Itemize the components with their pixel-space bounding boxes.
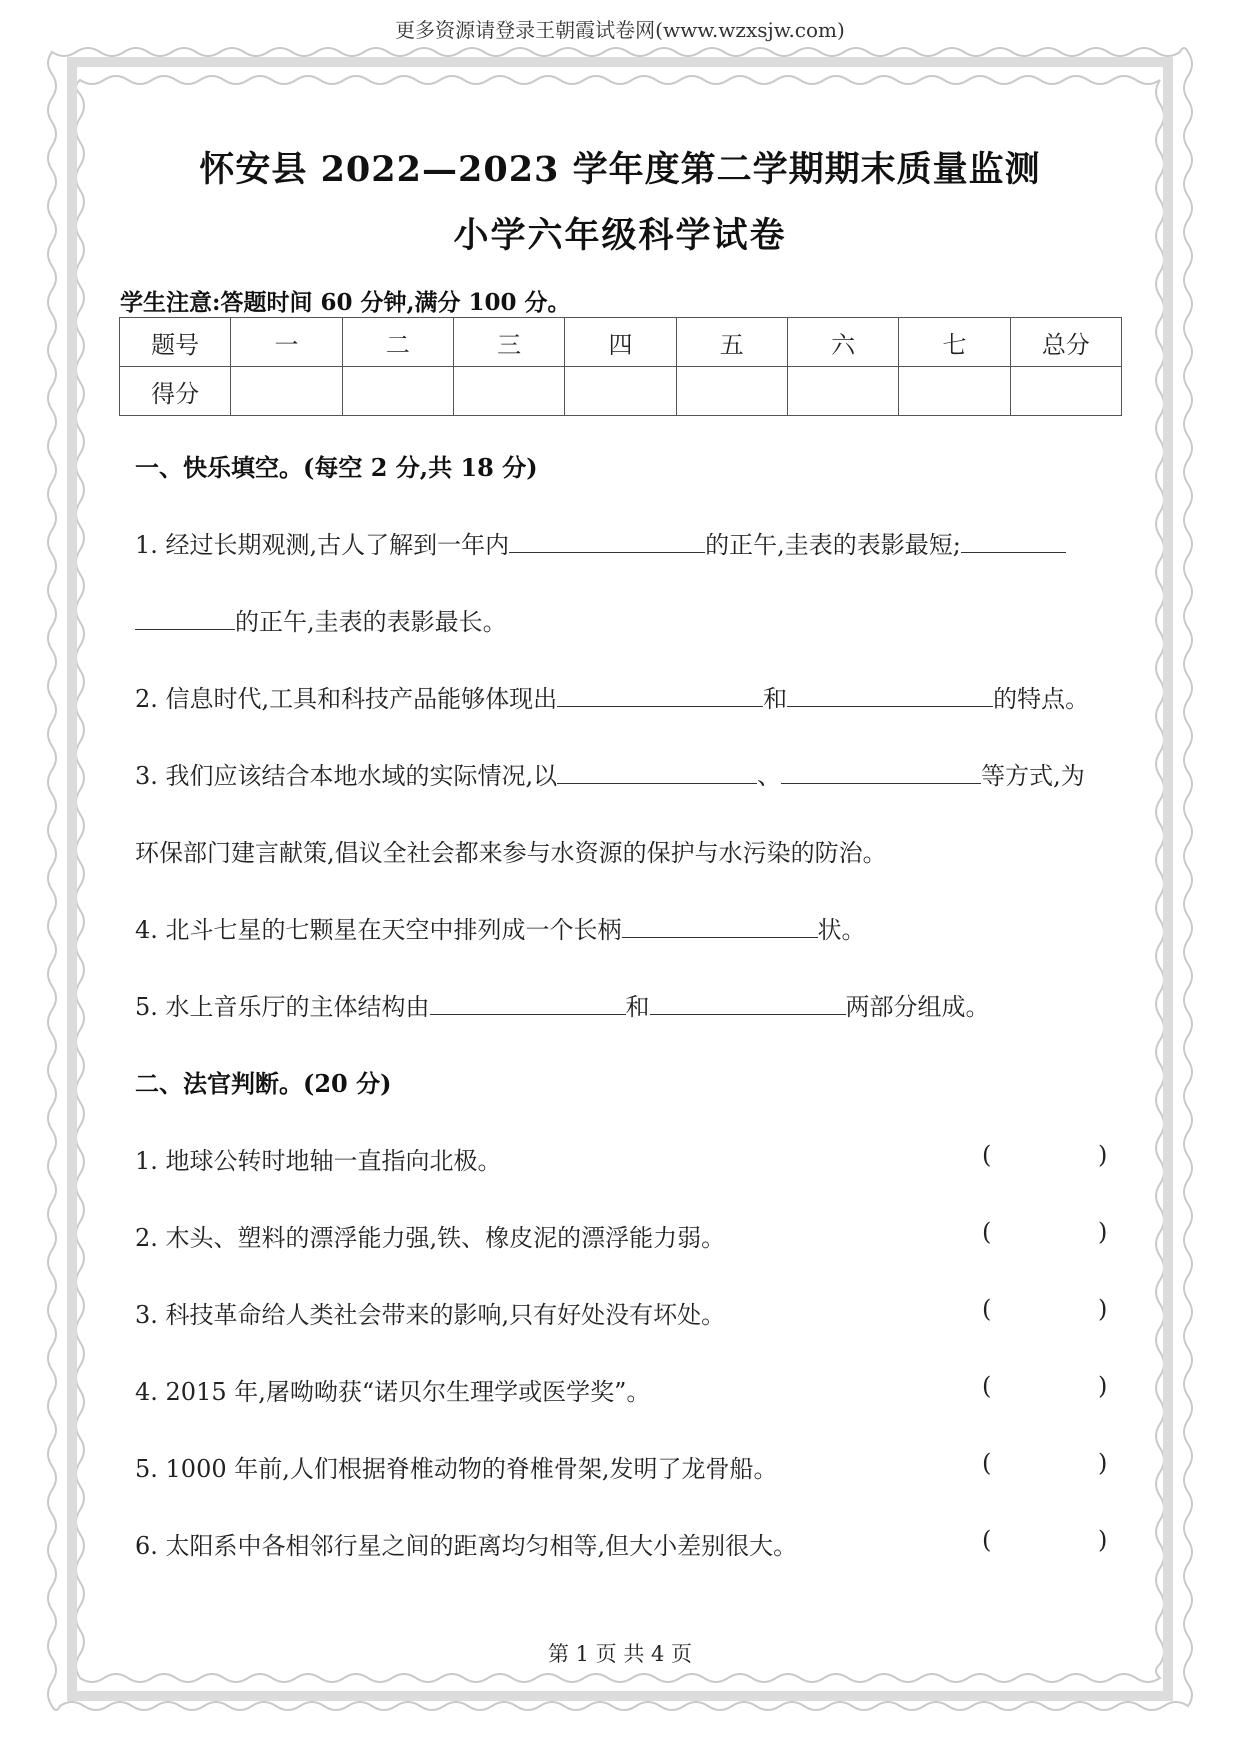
- question-text: 等方式,为: [981, 762, 1085, 790]
- answer-paren-close: ): [1098, 1295, 1108, 1323]
- question-text: 的正午,圭表的表影最短;: [705, 531, 961, 559]
- score-cell[interactable]: [1010, 367, 1121, 416]
- score-cell[interactable]: [342, 367, 453, 416]
- answer-blank[interactable]: [781, 761, 981, 784]
- question-text: 的正午,圭表的表影最长。: [235, 608, 507, 636]
- question-4: [135, 910, 866, 945]
- question-text: 5. 水上音乐厅的主体结构由: [135, 993, 430, 1021]
- score-header-cell: 一: [231, 318, 342, 367]
- judge-item-3: 3. 科技革命给人类社会带来的影响,只有好处没有坏处。: [135, 1301, 726, 1329]
- judge-item-6: 6. 太阳系中各相邻行星之间的距离均匀相等,但大小差别很大。: [135, 1532, 798, 1560]
- score-header-cell: 三: [453, 318, 564, 367]
- answer-blank[interactable]: [622, 915, 818, 938]
- answer-blank[interactable]: [650, 992, 846, 1015]
- score-cell[interactable]: [453, 367, 564, 416]
- score-cell[interactable]: [899, 367, 1010, 416]
- score-row-label: 得分: [120, 367, 231, 416]
- question-text: 1. 经过长期观测,古人了解到一年内: [135, 531, 510, 559]
- score-table-score-row: [120, 367, 1122, 416]
- answer-paren-close: ): [1098, 1141, 1108, 1169]
- answer-paren-open[interactable]: (: [982, 1526, 992, 1554]
- judge-item-5: 5. 1000 年前,人们根据脊椎动物的脊椎骨架,发明了龙骨船。: [135, 1455, 778, 1483]
- exam-title: 怀安县 2022—2023 学年度第二学期期末质量监测: [199, 149, 1041, 190]
- question-3-line-1: [135, 756, 1085, 791]
- question-text: 3. 我们应该结合本地水域的实际情况,以: [135, 762, 558, 790]
- section2-title: 二、法官判断。(20 分): [135, 1069, 392, 1098]
- question-2: [135, 679, 1089, 714]
- question-text: 4. 北斗七星的七颗星在天空中排列成一个长柄: [135, 916, 622, 944]
- answer-paren-open[interactable]: (: [982, 1372, 992, 1400]
- answer-blank[interactable]: [557, 761, 757, 784]
- exam-subtitle: 小学六年级科学试卷: [453, 215, 787, 256]
- score-table-header-row: [120, 318, 1122, 367]
- score-header-cell: 题号: [120, 318, 231, 367]
- judge-item-1: 1. 地球公转时地轴一直指向北极。: [135, 1147, 502, 1175]
- answer-paren-open[interactable]: (: [982, 1449, 992, 1477]
- answer-blank[interactable]: [961, 530, 1066, 553]
- score-header-cell: 二: [342, 318, 453, 367]
- question-text: 状。: [817, 916, 866, 944]
- answer-paren-close: ): [1098, 1449, 1108, 1477]
- question-5: [135, 987, 990, 1022]
- score-cell[interactable]: [231, 367, 342, 416]
- judge-item-4: 4. 2015 年,屠呦呦获“诺贝尔生理学或医学奖”。: [135, 1378, 651, 1406]
- judge-item-2: 2. 木头、塑料的漂浮能力强,铁、橡皮泥的漂浮能力弱。: [135, 1224, 726, 1252]
- score-table: [119, 317, 1122, 416]
- score-cell[interactable]: [787, 367, 898, 416]
- score-header-cell: 四: [565, 318, 676, 367]
- score-header-cell: 七: [899, 318, 1010, 367]
- answer-paren-open[interactable]: (: [982, 1218, 992, 1246]
- answer-blank[interactable]: [787, 684, 993, 707]
- page-footer: 第 1 页 共 4 页: [547, 1642, 693, 1666]
- answer-paren-close: ): [1098, 1372, 1108, 1400]
- answer-paren-close: ): [1098, 1526, 1108, 1554]
- question-1-line-1: [135, 525, 1066, 560]
- answer-paren-close: ): [1098, 1218, 1108, 1246]
- answer-blank[interactable]: [557, 684, 763, 707]
- top-note: 更多资源请登录王朝霞试卷网(www.wzxsjw.com): [395, 18, 845, 42]
- question-text: 和: [763, 685, 788, 713]
- score-header-cell: 六: [787, 318, 898, 367]
- answer-blank[interactable]: [509, 530, 705, 553]
- question-text: 的特点。: [993, 685, 1090, 713]
- answer-blank[interactable]: [135, 607, 235, 630]
- question-text: 和: [625, 993, 650, 1021]
- score-header-cell: 总分: [1010, 318, 1121, 367]
- score-cell[interactable]: [676, 367, 787, 416]
- question-3-line-2: 环保部门建言献策,倡议全社会都来参与水资源的保护与水污染的防治。: [135, 839, 887, 867]
- answer-paren-open[interactable]: (: [982, 1295, 992, 1323]
- question-text: 2. 信息时代,工具和科技产品能够体现出: [135, 685, 558, 713]
- question-1-line-2: [135, 602, 507, 637]
- answer-blank[interactable]: [430, 992, 626, 1015]
- answer-paren-open[interactable]: (: [982, 1141, 992, 1169]
- section1-title: 一、快乐填空。(每空 2 分,共 18 分): [135, 453, 538, 482]
- question-text: 两部分组成。: [845, 993, 990, 1021]
- score-cell[interactable]: [565, 367, 676, 416]
- score-header-cell: 五: [676, 318, 787, 367]
- question-text: 、: [757, 762, 782, 790]
- student-notice: 学生注意:答题时间 60 分钟,满分 100 分。: [120, 289, 571, 316]
